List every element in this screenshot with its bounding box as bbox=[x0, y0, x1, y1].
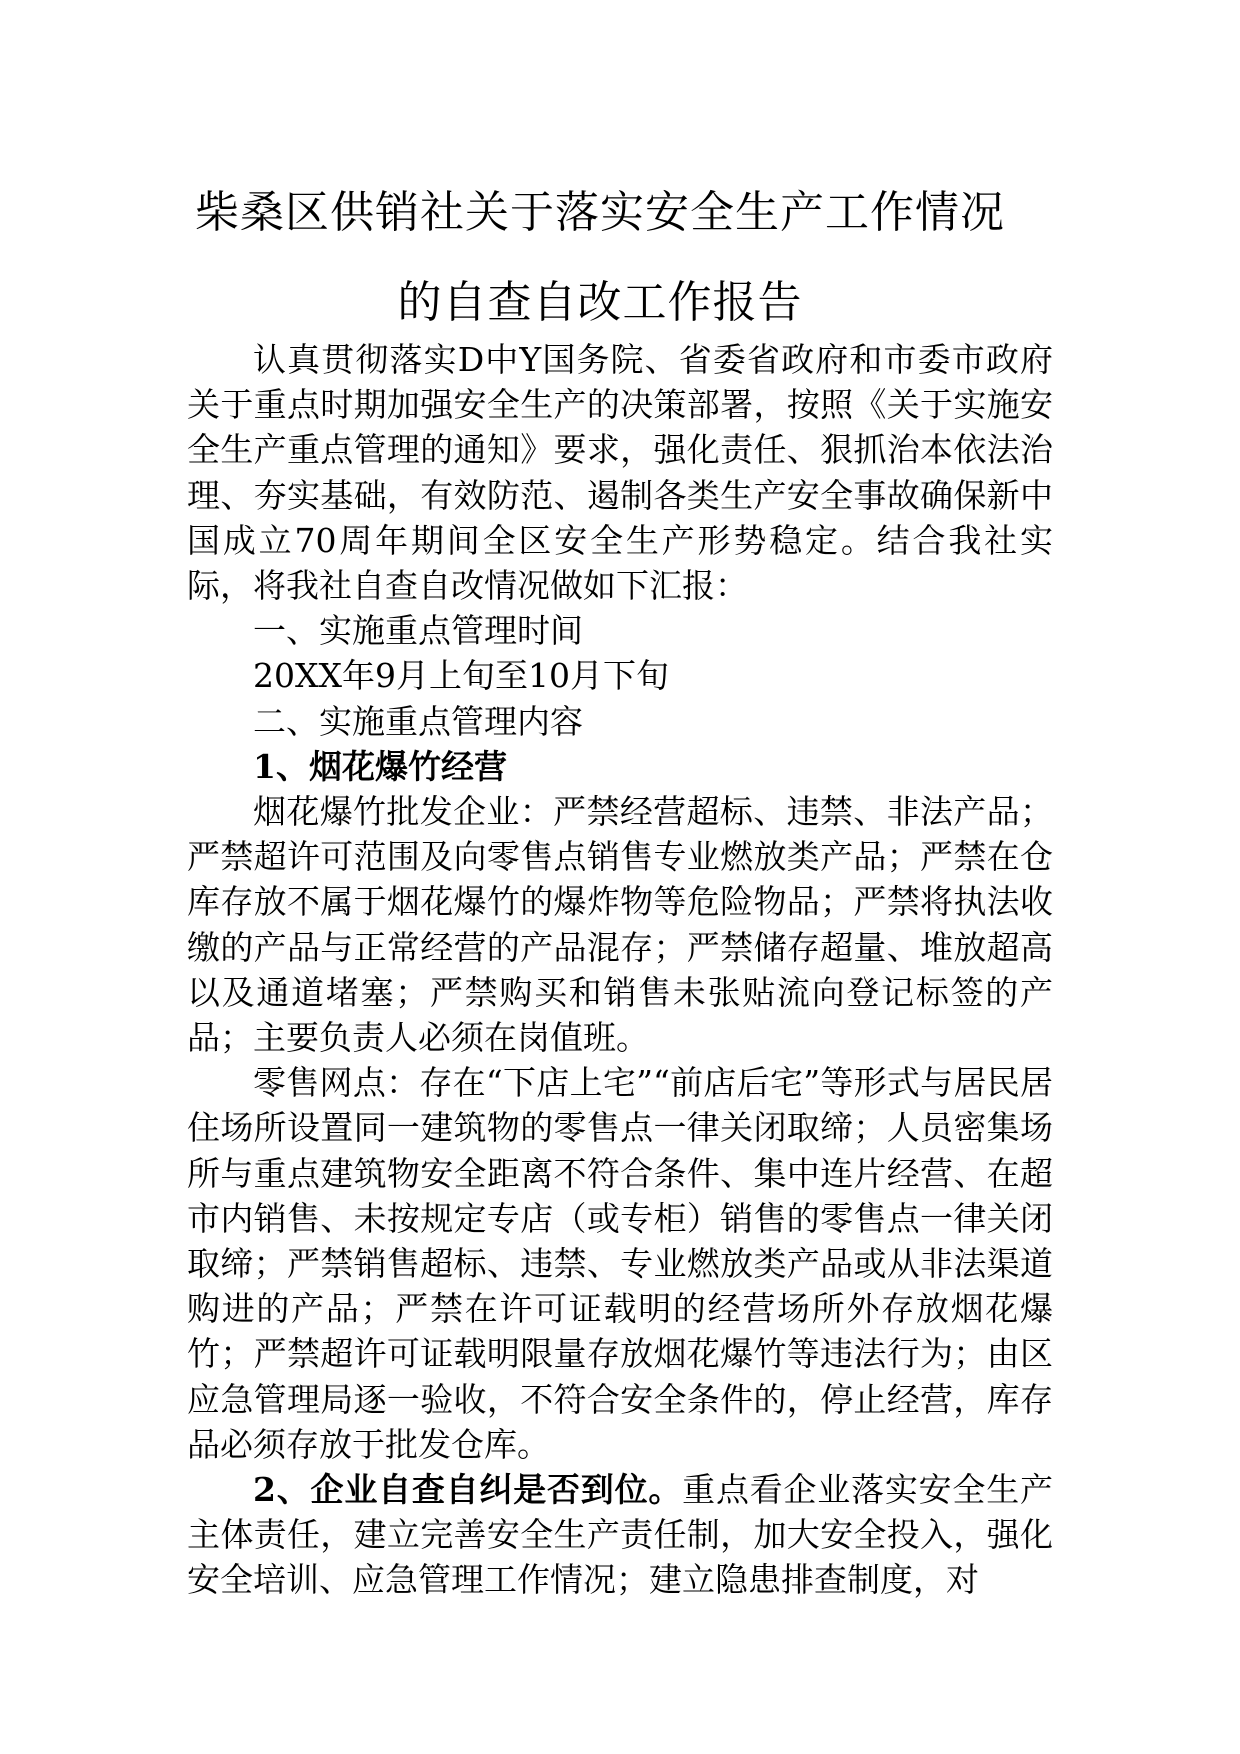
title-line-1: 柴桑区供销社关于落实安全生产工作情况 bbox=[195, 187, 1005, 238]
document-body bbox=[187, 337, 1053, 1603]
section-heading-time: 一、实施重点管理时间 bbox=[253, 611, 583, 651]
subheading-fireworks: 1、烟花爆竹经营 bbox=[253, 746, 507, 786]
retail-paragraph: 零售网点：存在“下店上宅”“前店后宅”等形式与居民居住场所设置同一建筑物的零售点一律关闭取缔；人员密集场所与重点建筑物安全距离不符合条件、集中连片经营、在超市内销售、未按规定专店（或专柜）销售的零售点一律关闭取缔；严禁销售超标、违禁、专业燃放类产品或从非法渠道购进的产品；严禁在许可证载明的经营场所外存放烟花爆竹；严禁超许可证载明限量存放烟花爆竹等违法行为；由区应急管理局逐一验收，不符合安全条件的，停止经营，库存品必须存放于批发仓库。 bbox=[187, 1063, 1053, 1464]
document-title bbox=[150, 168, 1050, 348]
self-inspection-lead: 2、企业自查自纠是否到位。 bbox=[253, 1470, 683, 1510]
time-range: 20XX年9月上旬至10月下旬 bbox=[253, 656, 669, 696]
self-inspection-text: 重点看企业落实安全生产主体责任，建立完善安全生产责任制，加大安全投入，强化安全培训、应急管理工作情况；建立隐患排查制度，对 bbox=[187, 1470, 1053, 1600]
title-line-2: 的自查自改工作报告 bbox=[397, 277, 803, 328]
wholesale-paragraph: 烟花爆竹批发企业：严禁经营超标、违禁、非法产品；严禁超许可范围及向零售点销售专业燃放类产品；严禁在仓库存放不属于烟花爆竹的爆炸物等危险物品；严禁将执法收缴的产品与正常经营的产品混存；严禁储存超量、堆放超高以及通道堵塞；严禁购买和销售未张贴流向登记标签的产品；主要负责人必须在岗值班。 bbox=[187, 792, 1053, 1058]
intro-paragraph: 认真贯彻落实D中Y国务院、省委省政府和市委市政府关于重点时期加强安全生产的决策部署，按照《关于实施安全生产重点管理的通知》要求，强化责任、狠抓治本依法治理、夯实基础，有效防范、遏制各类生产安全事故确保新中国成立70周年期间全区安全生产形势稳定。结合我社实际，将我社自查自改情况做如下汇报： bbox=[187, 340, 1053, 606]
self-inspection-paragraph bbox=[187, 1467, 1053, 1603]
section-heading-content: 二、实施重点管理内容 bbox=[253, 701, 583, 741]
